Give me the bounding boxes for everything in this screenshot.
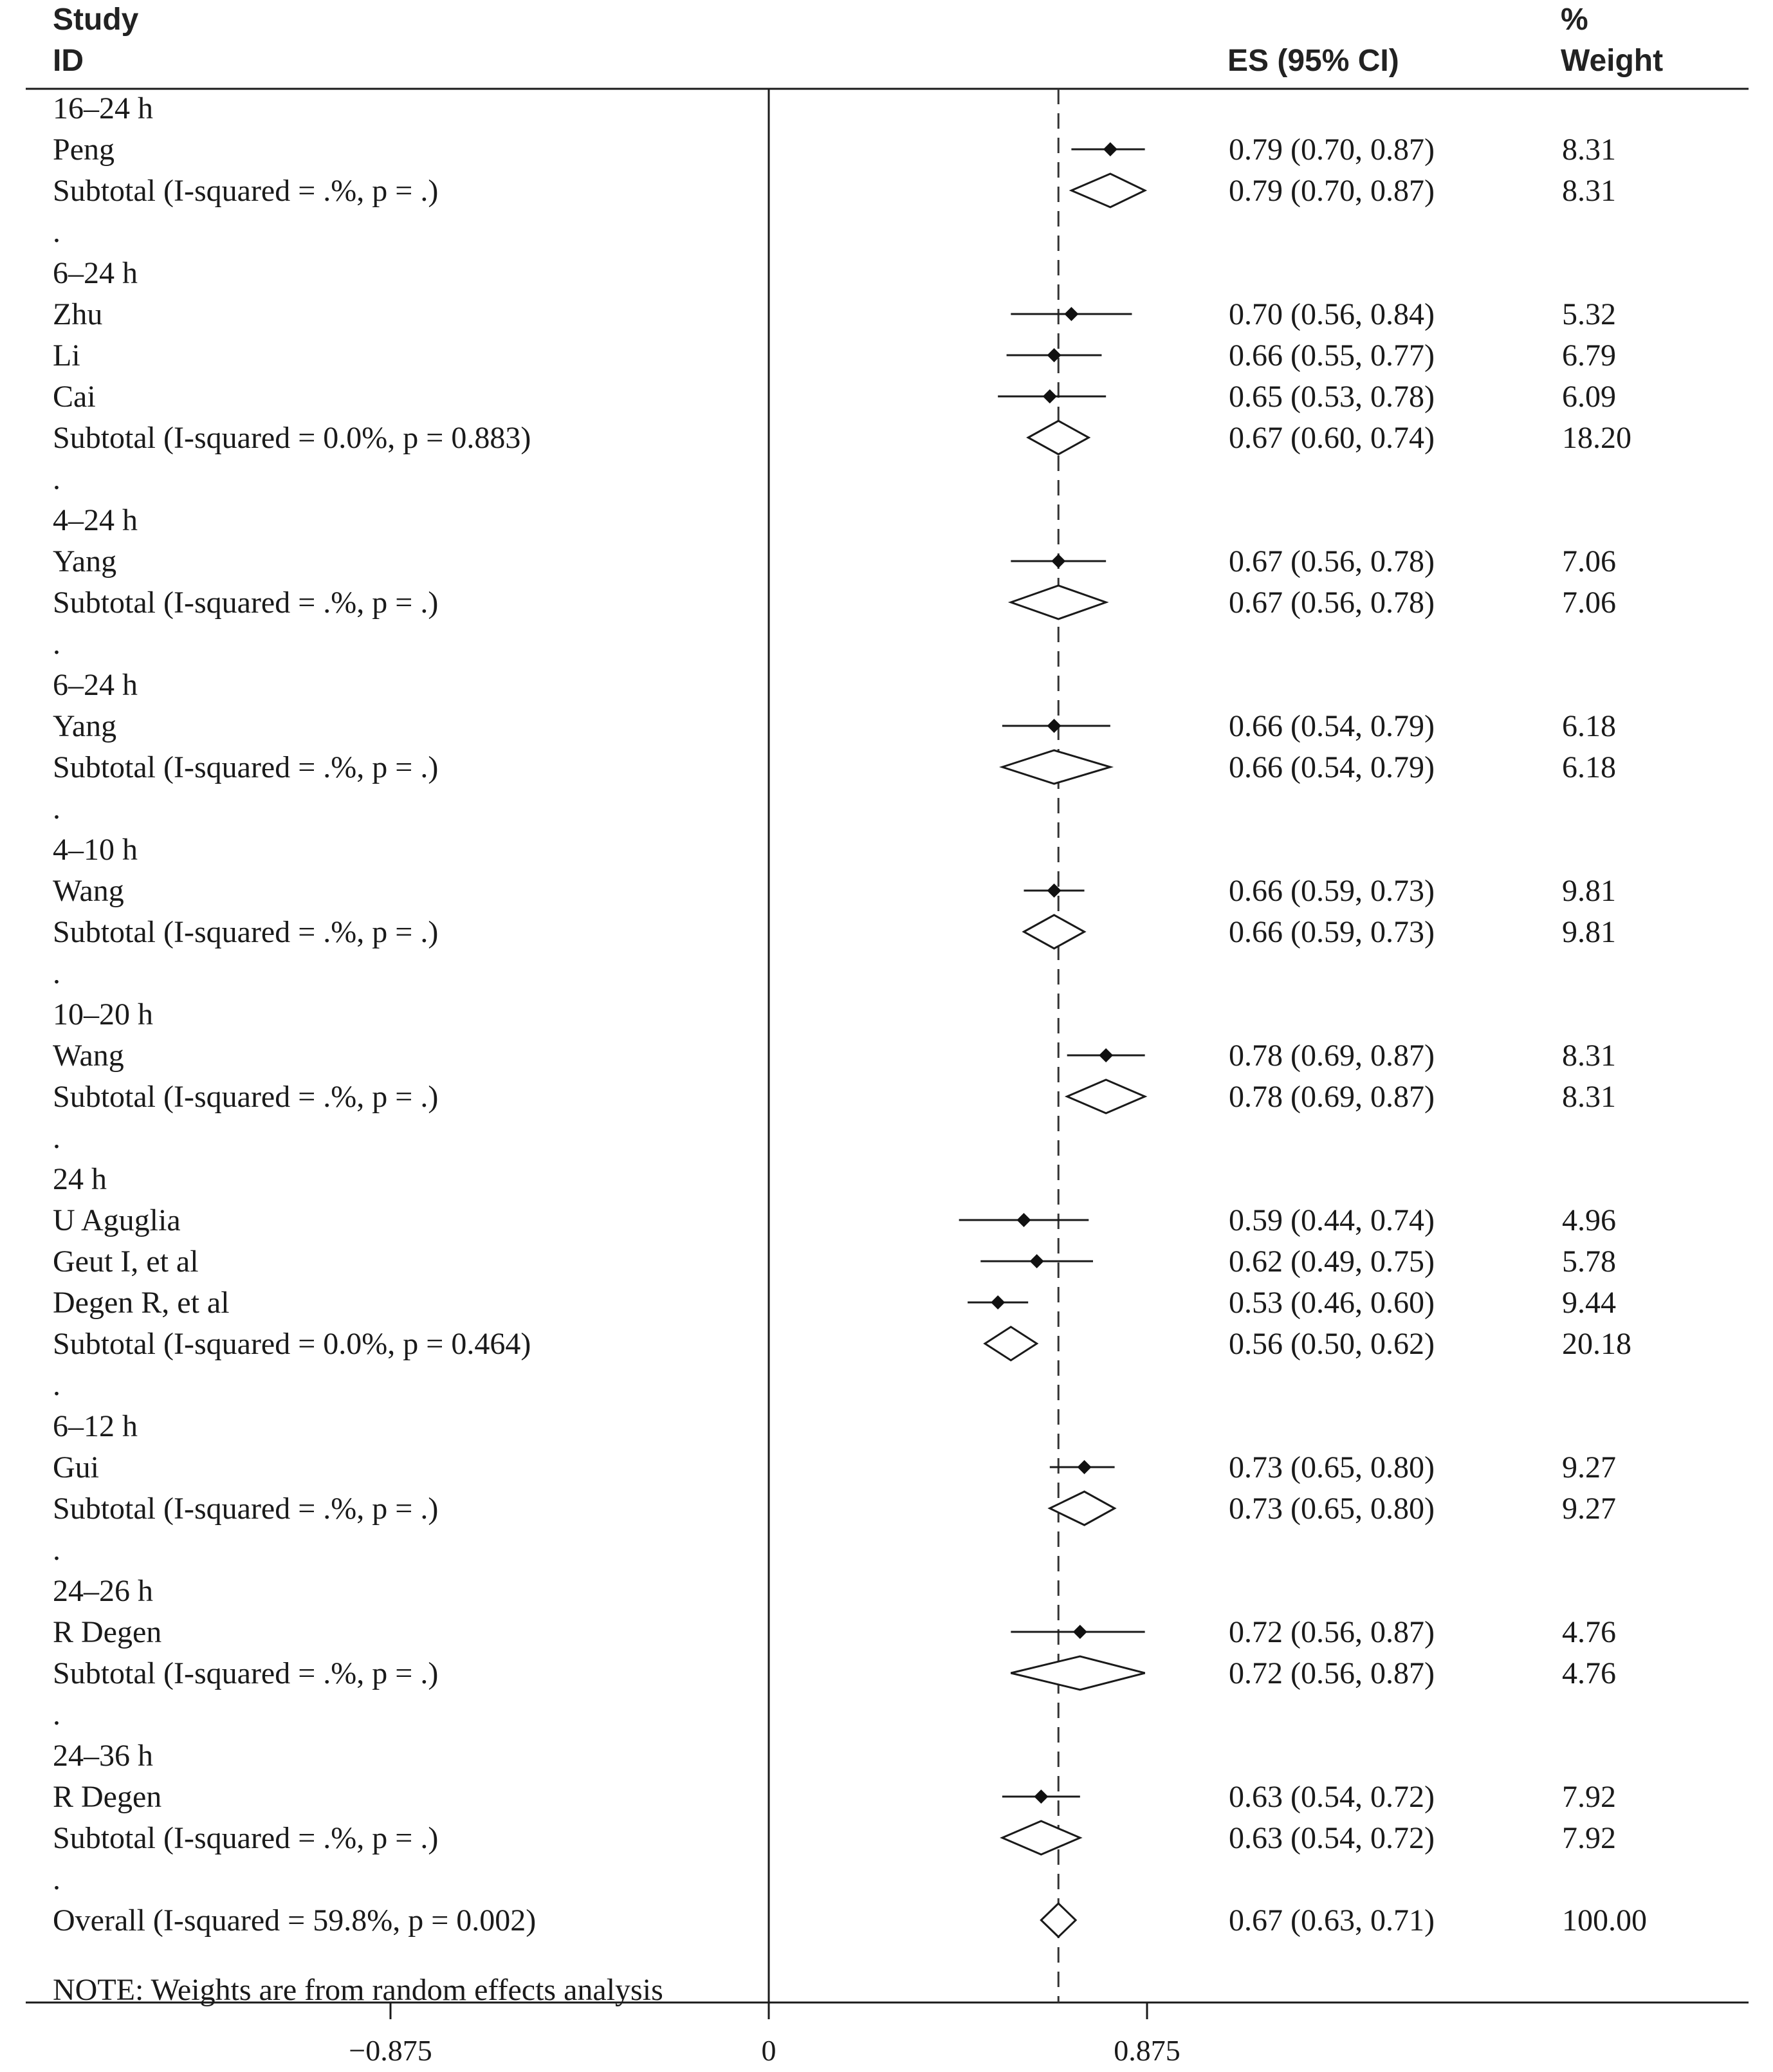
weight-38: 4.76 bbox=[1562, 1656, 1616, 1690]
subtotal-label-38: Subtotal (I-squared = .%, p = .) bbox=[53, 1656, 439, 1690]
spacer-label-3: . bbox=[53, 215, 60, 249]
weight-30: 20.18 bbox=[1562, 1327, 1631, 1361]
group-label-14: 6–24 h bbox=[53, 668, 138, 702]
es-ci-2: 0.79 (0.70, 0.87) bbox=[1229, 174, 1435, 208]
weight-23: 8.31 bbox=[1562, 1039, 1616, 1073]
point-estimate-41 bbox=[1034, 1790, 1048, 1804]
weight-6: 6.79 bbox=[1562, 338, 1616, 373]
study-label-23: Wang bbox=[53, 1039, 124, 1073]
subtotal-diamond-16 bbox=[1002, 750, 1110, 784]
point-estimate-33 bbox=[1078, 1460, 1092, 1474]
weight-8: 18.20 bbox=[1562, 421, 1631, 455]
weight-34: 9.27 bbox=[1562, 1492, 1616, 1526]
es-ci-29: 0.53 (0.46, 0.60) bbox=[1229, 1286, 1435, 1320]
weight-19: 9.81 bbox=[1562, 874, 1616, 908]
point-estimate-7 bbox=[1043, 389, 1057, 403]
point-estimate-11 bbox=[1051, 554, 1065, 568]
es-ci-6: 0.66 (0.55, 0.77) bbox=[1229, 338, 1435, 373]
es-ci-11: 0.67 (0.56, 0.78) bbox=[1229, 544, 1435, 578]
subtotal-diamond-20 bbox=[1024, 915, 1084, 948]
group-label-18: 4–10 h bbox=[53, 833, 138, 867]
point-estimate-1 bbox=[1103, 142, 1117, 156]
point-estimate-37 bbox=[1073, 1625, 1087, 1639]
es-ci-1: 0.79 (0.70, 0.87) bbox=[1229, 133, 1435, 167]
es-ci-34: 0.73 (0.65, 0.80) bbox=[1229, 1492, 1435, 1526]
subtotal-label-2: Subtotal (I-squared = .%, p = .) bbox=[53, 174, 439, 208]
weight-5: 5.32 bbox=[1562, 297, 1616, 331]
weight-29: 9.44 bbox=[1562, 1286, 1616, 1320]
weight-7: 6.09 bbox=[1562, 380, 1616, 414]
x-axis-ticks bbox=[349, 2003, 1180, 2067]
weight-27: 4.96 bbox=[1562, 1203, 1616, 1237]
subtotal-label-24: Subtotal (I-squared = .%, p = .) bbox=[53, 1080, 439, 1114]
subtotal-diamond-42 bbox=[1002, 1821, 1080, 1855]
spacer-label-25: . bbox=[53, 1121, 60, 1155]
subtotal-label-42: Subtotal (I-squared = .%, p = .) bbox=[53, 1821, 439, 1855]
weight-33: 9.27 bbox=[1562, 1450, 1616, 1485]
study-label-29: Degen R, et al bbox=[53, 1286, 230, 1320]
subtotal-diamond-8 bbox=[1028, 421, 1089, 454]
group-label-10: 4–24 h bbox=[53, 503, 138, 537]
study-label-7: Cai bbox=[53, 380, 96, 414]
es-ci-19: 0.66 (0.59, 0.73) bbox=[1229, 874, 1435, 908]
group-label-26: 24 h bbox=[53, 1162, 107, 1196]
spacer-label-21: . bbox=[53, 956, 60, 990]
weight-42: 7.92 bbox=[1562, 1821, 1616, 1855]
group-label-22: 10–20 h bbox=[53, 997, 153, 1031]
group-label-36: 24–26 h bbox=[53, 1574, 153, 1608]
header-study: Study bbox=[53, 3, 139, 37]
subtotal-label-34: Subtotal (I-squared = .%, p = .) bbox=[53, 1492, 439, 1526]
es-ci-12: 0.67 (0.56, 0.78) bbox=[1229, 586, 1435, 620]
es-ci-41: 0.63 (0.54, 0.72) bbox=[1229, 1780, 1435, 1814]
study-label-19: Wang bbox=[53, 874, 124, 908]
es-ci-16: 0.66 (0.54, 0.79) bbox=[1229, 750, 1435, 784]
es-ci-15: 0.66 (0.54, 0.79) bbox=[1229, 709, 1435, 743]
study-label-11: Yang bbox=[53, 544, 117, 578]
subtotal-diamond-24 bbox=[1067, 1080, 1145, 1113]
subtotal-diamond-34 bbox=[1050, 1492, 1115, 1525]
weight-20: 9.81 bbox=[1562, 915, 1616, 949]
note-label-45: NOTE: Weights are from random effects analysis bbox=[53, 1973, 663, 2007]
x-tick-label-1: 0 bbox=[761, 2034, 776, 2067]
study-label-37: R Degen bbox=[53, 1615, 162, 1649]
subtotal-label-16: Subtotal (I-squared = .%, p = .) bbox=[53, 750, 439, 784]
header-es-ci: ES (95% CI) bbox=[1227, 44, 1399, 78]
es-ci-20: 0.66 (0.59, 0.73) bbox=[1229, 915, 1435, 949]
point-estimate-29 bbox=[991, 1295, 1005, 1309]
study-label-28: Geut I, et al bbox=[53, 1244, 199, 1279]
subtotal-label-8: Subtotal (I-squared = 0.0%, p = 0.883) bbox=[53, 421, 531, 455]
es-ci-28: 0.62 (0.49, 0.75) bbox=[1229, 1244, 1435, 1279]
group-label-4: 6–24 h bbox=[53, 256, 138, 290]
x-tick-label-0: −0.875 bbox=[349, 2034, 432, 2067]
study-label-5: Zhu bbox=[53, 297, 103, 331]
weight-41: 7.92 bbox=[1562, 1780, 1616, 1814]
overall-label-44: Overall (I-squared = 59.8%, p = 0.002) bbox=[53, 1903, 537, 1938]
weight-37: 4.76 bbox=[1562, 1615, 1616, 1649]
study-label-41: R Degen bbox=[53, 1780, 162, 1814]
forest-rows bbox=[53, 91, 1647, 2007]
es-ci-33: 0.73 (0.65, 0.80) bbox=[1229, 1450, 1435, 1485]
overall-diamond-44 bbox=[1041, 1903, 1076, 1937]
es-ci-37: 0.72 (0.56, 0.87) bbox=[1229, 1615, 1435, 1649]
es-ci-30: 0.56 (0.50, 0.62) bbox=[1229, 1327, 1435, 1361]
header-weight: Weight bbox=[1561, 44, 1664, 78]
weight-44: 100.00 bbox=[1562, 1903, 1647, 1938]
es-ci-24: 0.78 (0.69, 0.87) bbox=[1229, 1080, 1435, 1114]
spacer-label-17: . bbox=[53, 791, 60, 826]
point-estimate-23 bbox=[1099, 1048, 1113, 1062]
subtotal-label-20: Subtotal (I-squared = .%, p = .) bbox=[53, 915, 439, 949]
weight-1: 8.31 bbox=[1562, 133, 1616, 167]
weight-11: 7.06 bbox=[1562, 544, 1616, 578]
point-estimate-27 bbox=[1016, 1213, 1031, 1227]
study-label-6: Li bbox=[53, 338, 80, 373]
weight-24: 8.31 bbox=[1562, 1080, 1616, 1114]
weight-15: 6.18 bbox=[1562, 709, 1616, 743]
es-ci-7: 0.65 (0.53, 0.78) bbox=[1229, 380, 1435, 414]
header-id: ID bbox=[53, 44, 84, 78]
subtotal-diamond-2 bbox=[1071, 174, 1144, 207]
chart-header bbox=[53, 3, 1663, 78]
study-label-33: Gui bbox=[53, 1450, 99, 1485]
study-label-15: Yang bbox=[53, 709, 117, 743]
weight-28: 5.78 bbox=[1562, 1244, 1616, 1279]
es-ci-8: 0.67 (0.60, 0.74) bbox=[1229, 421, 1435, 455]
point-estimate-28 bbox=[1030, 1254, 1044, 1268]
es-ci-27: 0.59 (0.44, 0.74) bbox=[1229, 1203, 1435, 1237]
group-label-0: 16–24 h bbox=[53, 91, 153, 125]
header-percent: % bbox=[1561, 3, 1588, 37]
point-estimate-5 bbox=[1064, 307, 1078, 321]
group-label-32: 6–12 h bbox=[53, 1409, 138, 1443]
subtotal-label-30: Subtotal (I-squared = 0.0%, p = 0.464) bbox=[53, 1327, 531, 1361]
subtotal-label-12: Subtotal (I-squared = .%, p = .) bbox=[53, 586, 439, 620]
spacer-label-43: . bbox=[53, 1862, 60, 1896]
weight-12: 7.06 bbox=[1562, 586, 1616, 620]
subtotal-diamond-38 bbox=[1011, 1656, 1144, 1690]
weight-16: 6.18 bbox=[1562, 750, 1616, 784]
es-ci-23: 0.78 (0.69, 0.87) bbox=[1229, 1039, 1435, 1073]
subtotal-diamond-30 bbox=[985, 1327, 1037, 1360]
es-ci-42: 0.63 (0.54, 0.72) bbox=[1229, 1821, 1435, 1855]
spacer-label-39: . bbox=[53, 1697, 60, 1732]
spacer-label-9: . bbox=[53, 462, 60, 496]
es-ci-44: 0.67 (0.63, 0.71) bbox=[1229, 1903, 1435, 1938]
group-label-40: 24–36 h bbox=[53, 1739, 153, 1773]
spacer-label-35: . bbox=[53, 1533, 60, 1567]
subtotal-diamond-12 bbox=[1011, 586, 1106, 619]
x-tick-label-2: 0.875 bbox=[1114, 2034, 1180, 2067]
study-label-1: Peng bbox=[53, 133, 115, 167]
spacer-label-13: . bbox=[53, 627, 60, 661]
spacer-label-31: . bbox=[53, 1368, 60, 1402]
study-label-27: U Aguglia bbox=[53, 1203, 181, 1237]
es-ci-5: 0.70 (0.56, 0.84) bbox=[1229, 297, 1435, 331]
weight-2: 8.31 bbox=[1562, 174, 1616, 208]
es-ci-38: 0.72 (0.56, 0.87) bbox=[1229, 1656, 1435, 1690]
